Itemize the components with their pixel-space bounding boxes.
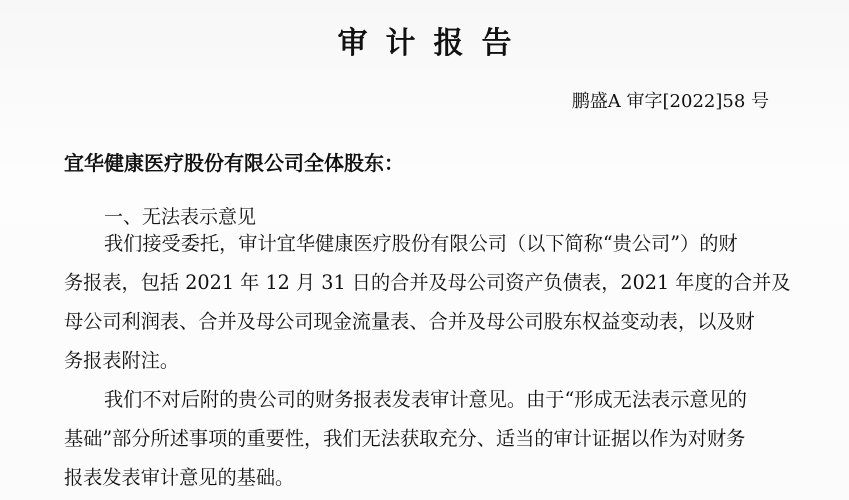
paragraph-line: 务报表附注。 bbox=[64, 349, 180, 372]
paragraph-line: 务报表，包括 2021 年 12 月 31 日的合并及母公司资产负债表，2021 年度的合并及 bbox=[64, 271, 791, 294]
paragraph-engagement bbox=[64, 224, 804, 380]
paragraph-line: 基础”部分所述事项的重要性，我们无法获取充分、适当的审计证据以作为对财务 bbox=[64, 427, 746, 450]
paragraph-line: 我们不对后附的贵公司的财务报表发表审计意见。由于“形成无法表示意见的 bbox=[104, 388, 747, 411]
recipient-line: 宜华健康医疗股份有限公司全体股东： bbox=[64, 151, 404, 175]
paragraph-line: 我们接受委托，审计宜华健康医疗股份有限公司（以下简称“贵公司”）的财 bbox=[104, 232, 738, 255]
paragraph-line: 报表发表审计意见的基础。 bbox=[64, 466, 295, 489]
page-title: 审计报告 bbox=[337, 26, 530, 61]
paragraph-line: 母公司利润表、合并及母公司现金流量表、合并及母公司股东权益变动表，以及财 bbox=[64, 310, 755, 333]
section-heading: 一、无法表示意见 bbox=[104, 206, 257, 228]
paragraph-disclaimer bbox=[64, 380, 804, 497]
document-number: 鹏盛A 审字[2022]58 号 bbox=[571, 91, 769, 112]
